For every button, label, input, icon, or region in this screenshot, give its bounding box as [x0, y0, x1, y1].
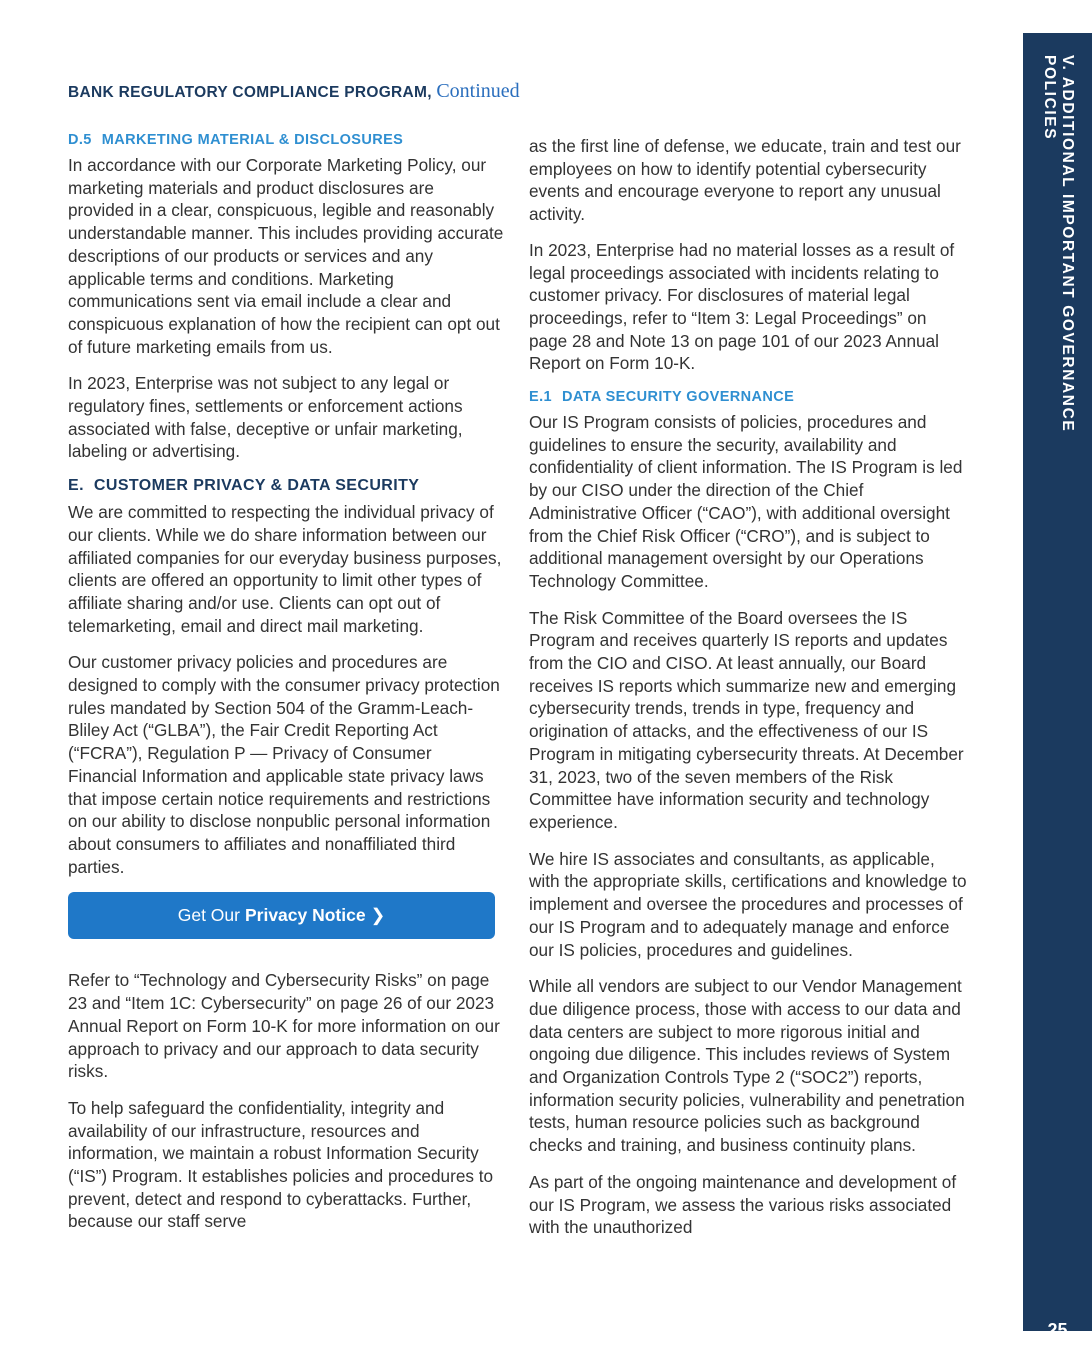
- paragraph: Our customer privacy policies and procedures are designed to comply with the consumer privacy protection rules mandated by Section 504 of the Gramm-Leach-Bliley Act (“GLBA”), the Fair Credit Reporting Act (“FCRA”), Regulation P — Privacy of Consumer Financial Information and applicable state privacy laws that impose certain notice requirements and restrictions on our ability to disclose nonpublic personal information about consumers to affiliates and nonaffiliated third parties.: [68, 652, 500, 877]
- paragraph: Our IS Program consists of policies, procedures and guidelines to ensure the security, availability and confidentiality of client information. The IS Program is led by our CISO under the direction of the Chief Administrative Officer (“CAO”), with additional oversight from the Chief Risk Officer (“CRO”), and is subject to additional management oversight by our Operations Technology Committee.: [529, 412, 963, 591]
- header-continued: Continued: [436, 80, 520, 102]
- paragraph: As part of the ongoing maintenance and development of our IS Program, we assess the various risks associated with the unauthorized: [529, 1171, 957, 1238]
- paragraph: In accordance with our Corporate Marketing Policy, our marketing materials and product disclosures are provided in a clear, conspicuous, legible and reasonably understandable manner. This includes providing accurate descriptions of our products or services and any applicable terms and conditions. Marketing communications sent via email include a clear and conspicuous explanation of how the recipient can opt out of future marketing emails from us.: [68, 155, 504, 357]
- paragraph: We are committed to respecting the individual privacy of our clients. While we do share information between our affiliated companies for our everyday business purposes, clients are offered an opportunity to limit other types of affiliate sharing and/or use. Clients can opt out of telemarketing, email and direct mail marketing.: [68, 502, 502, 636]
- privacy-notice-button[interactable]: [68, 892, 495, 939]
- page-number: 25: [1047, 1320, 1068, 1340]
- d5-heading: D.5 MARKETING MATERIAL & DISCLOSURES: [68, 132, 404, 148]
- paragraph: The Risk Committee of the Board oversees the IS Program and receives quarterly IS reports and updates from the CIO and CISO. At least annually, our Board receives IS reports which summarize new and emerging cybersecurity trends, trends in type, frequency and origination of attacks, and the effectiveness of our IS Program in mitigating cybersecurity threats. At December 31, 2023, two of the seven members of the Risk Committee have information security and technology experience.: [529, 607, 964, 832]
- paragraph: Refer to “Technology and Cybersecurity Risks” on page 23 and “Item 1C: Cybersecurity” on page 26 of our 2023 Annual Report on Form 10-K for more information on our approach to privacy and our approach to data security risks.: [68, 970, 500, 1082]
- right-column: [529, 135, 969, 1253]
- cta-label: Privacy Notice: [244, 905, 366, 926]
- paragraph: In 2023, Enterprise had no material losses as a result of legal proceedings associated with incidents relating to customer privacy. For disclosures of material legal proceedings, refer to “Item 3: Legal Proceedings” on page 28 and Note 13 on page 101 of our 2023 Annual Report on Form 10-K.: [529, 239, 955, 374]
- e-heading: E. CUSTOMER PRIVACY & DATA SECURITY: [68, 477, 420, 495]
- paragraph: While all vendors are subject to our Vendor Management due diligence process, those with access to our data and data centers are subject to more rigorous initial and ongoing due diligence. This includes reviews of System and Organization Controls Type 2 (“SOC2”) reports, information security policies, vulnerability and penetration tests, human resource policies such as background checks and training, and business continuity plans.: [529, 976, 965, 1156]
- paragraph: In 2023, Enterprise was not subject to any legal or regulatory fines, settlements or enforcement actions associated with false, deceptive or unfair marketing, labeling or advertising.: [68, 373, 463, 462]
- e1-heading: E.1 DATA SECURITY GOVERNANCE: [529, 389, 795, 406]
- section-sidebar: [1023, 33, 1092, 1340]
- paragraph: To help safeguard the confidentiality, integrity and availability of our infrastructure, resources and information, we maintain a robust Information Security (“IS”) Program. It establishes policies and procedures to prevent, detect and respond to cyberattacks. Further, because our staff serve: [68, 1097, 494, 1232]
- page-header: [68, 80, 520, 103]
- paragraph: We hire IS associates and consultants, as applicable, with the appropriate skills, certifications and knowledge to implement and oversee the procedures and processes of our IS Program and to adequately manage and enforce our IS policies, procedures and guidelines.: [529, 848, 967, 960]
- left-column: [68, 132, 504, 1247]
- paragraph: as the first line of defense, we educate, train and test our employees on how to identify potential cybersecurity events and encourage everyone to report any unusual activity.: [529, 136, 961, 225]
- chevron-right-icon: ❯: [370, 905, 386, 926]
- cta-prefix: Get Our: [177, 905, 240, 926]
- header-title: BANK REGULATORY COMPLIANCE PROGRAM,: [68, 84, 432, 101]
- section-title: V. ADDITIONAL IMPORTANT GOVERNANCE POLICIES: [1041, 55, 1076, 433]
